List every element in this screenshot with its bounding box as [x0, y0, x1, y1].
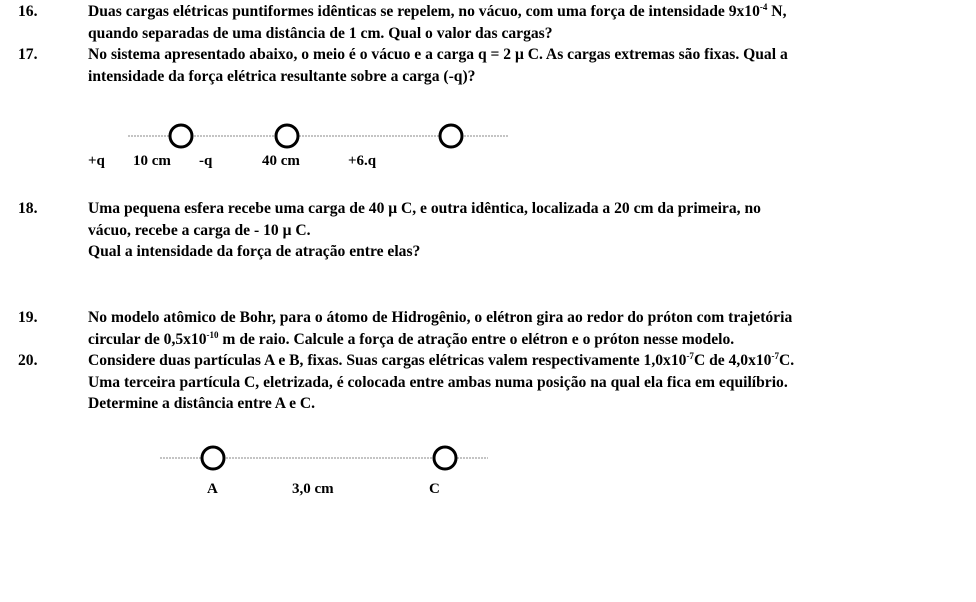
charge-circle-plus-q — [170, 125, 192, 147]
question-19 — [18, 307, 942, 350]
question-19-text-2-start: circular de 0,5x10 — [88, 330, 207, 348]
question-20-exponent-2: -7 — [771, 351, 779, 361]
question-16-number: 16. — [18, 3, 38, 20]
question-19-line-2 — [18, 329, 942, 351]
charge-circle-plus-6q — [440, 125, 462, 147]
question-16-line-2: quando separadas de uma distância de 1 cm. Qual o valor das cargas? — [88, 24, 553, 42]
question-19-text-1: No modelo atômico de Bohr, para o átomo de Hidrogênio, o elétron gira ao redor do próton com trajetória — [88, 309, 793, 326]
question-18 — [18, 198, 942, 263]
question-18-line-1 — [18, 198, 942, 220]
charge-circle-c — [434, 447, 456, 469]
charge-circle-a — [202, 447, 224, 469]
label-c: C — [429, 481, 440, 497]
question-20-text-1-start: Considere duas partículas A e B, fixas. Suas cargas elétricas valem respectivamente 1,0x10 — [88, 352, 687, 369]
question-20-line-2: Uma terceira partícula C, eletrizada, é colocada entre ambas numa posição na qual ela fica em equilíbrio. — [88, 373, 788, 391]
question-16-text-1-end: N, — [767, 3, 787, 20]
question-20 — [18, 350, 942, 415]
question-18-number: 18. — [18, 200, 38, 217]
question-20-exponent-1: -7 — [686, 351, 694, 361]
label-a: A — [207, 481, 218, 497]
charge-circle-minus-q — [276, 125, 298, 147]
label-plus-6q: +6.q — [348, 153, 377, 169]
label-minus-q: -q — [199, 153, 213, 169]
question-20-line-1 — [18, 350, 942, 372]
question-20-line-3: Determine a distância entre A e C. — [88, 395, 316, 412]
label-distance-10cm: 10 cm — [133, 153, 171, 169]
question-19-line-1 — [18, 307, 942, 329]
question-17-line-2: intensidade da força elétrica resultante sobre a carga (-q)? — [88, 67, 476, 85]
question-18-line-3: Qual a intensidade da força de atração entre elas? — [88, 243, 421, 260]
question-17-number: 17. — [18, 46, 38, 63]
question-19-number: 19. — [18, 309, 38, 326]
question-16-text-1: Duas cargas elétricas puntiformes idênticas se repelem, no vácuo, com uma força de intensidade 9x10 — [88, 3, 760, 20]
question-18-text-1: Uma pequena esfera recebe uma carga de 40 μ C, e outra idêntica, localizada a 20 cm da primeira, no — [88, 200, 761, 217]
label-distance-3cm: 3,0 cm — [292, 481, 334, 497]
question-20-text-1-mid: C de 4,0x10 — [693, 352, 772, 369]
question-17-text-1: No sistema apresentado abaixo, o meio é o vácuo e a carga q = 2 μ C. As cargas extremas são fixas. Qual a — [88, 46, 788, 63]
question-16-exponent: -4 — [759, 2, 768, 12]
question-19-text-2-end: m de raio. Calcule a força de atração entre o elétron e o próton nesse modelo. — [218, 330, 735, 348]
label-plus-q: +q — [88, 153, 105, 169]
question-20-number: 20. — [18, 352, 38, 369]
label-distance-40cm: 40 cm — [262, 153, 300, 169]
question-20-text-1-end: C. — [778, 352, 795, 369]
question-19-exponent: -10 — [206, 329, 219, 340]
question-18-line-2: vácuo, recebe a carga de - 10 μ C. — [88, 221, 311, 239]
